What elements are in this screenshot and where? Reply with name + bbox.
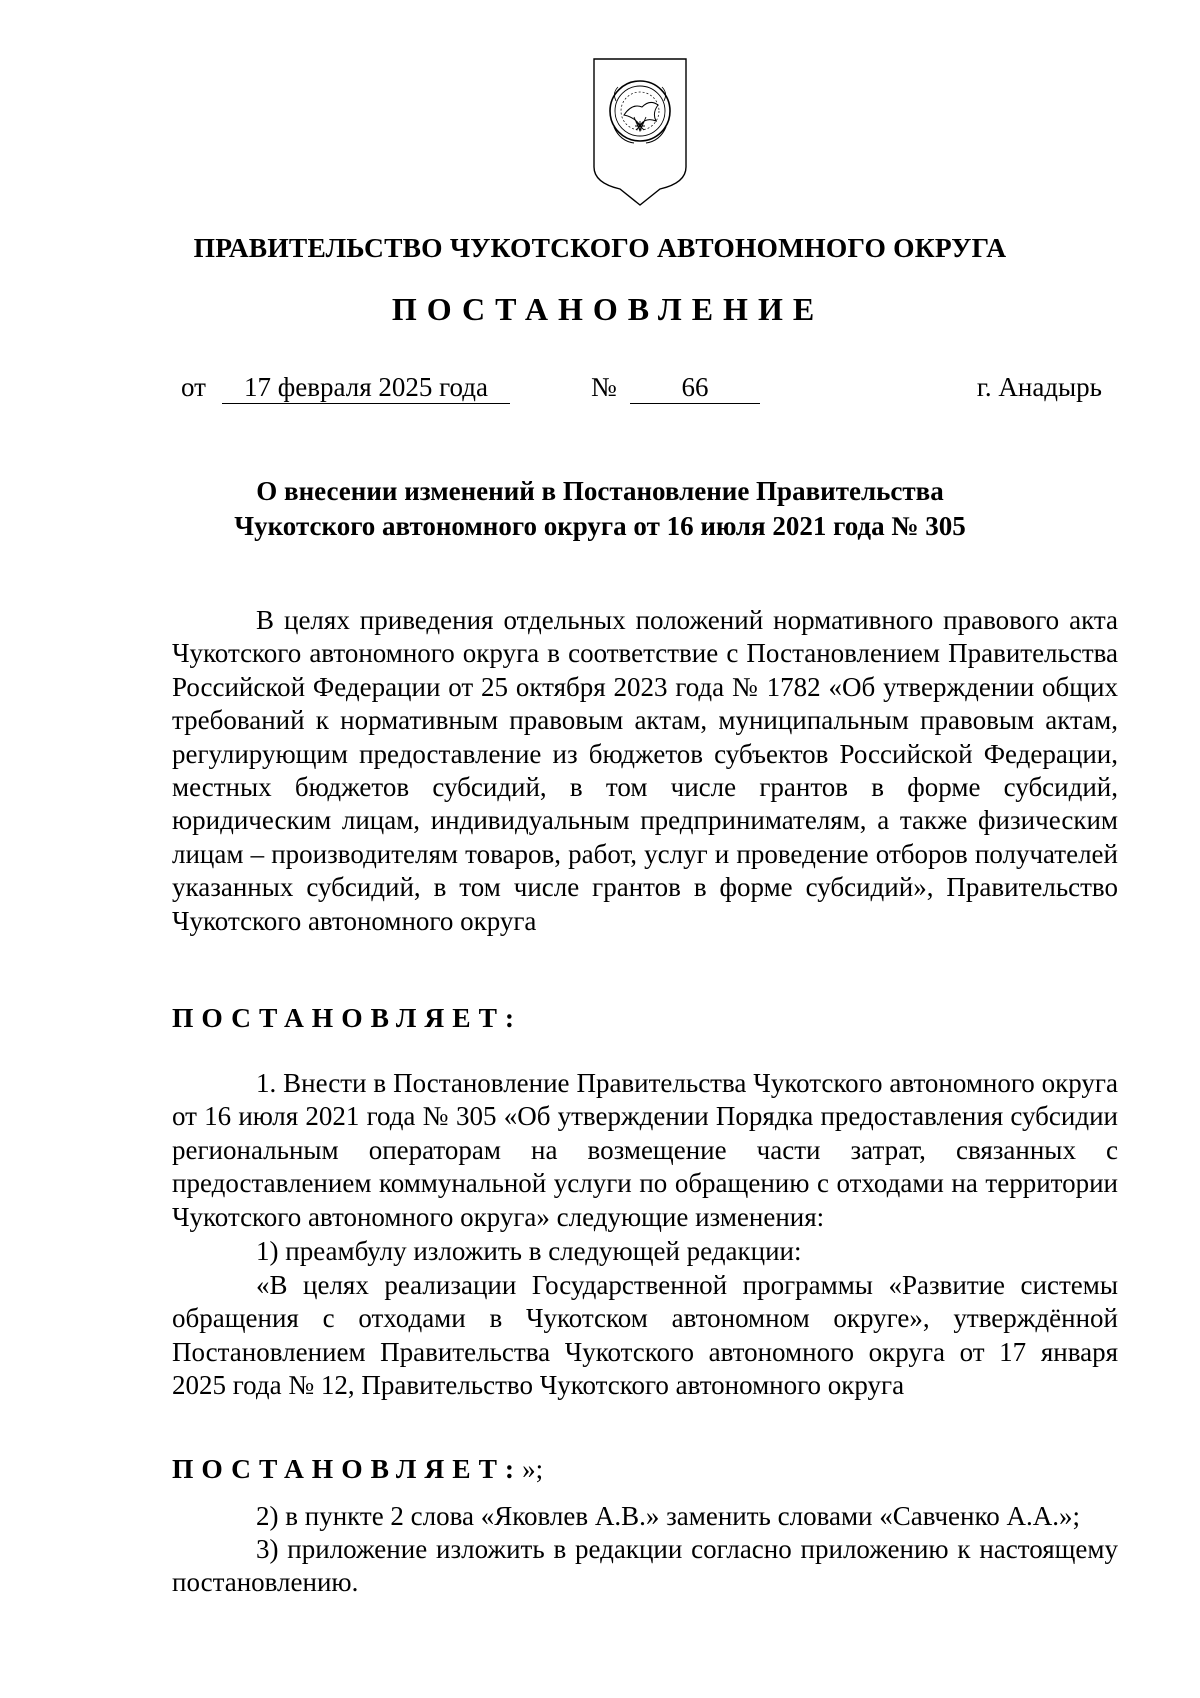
date-prefix: от: [181, 372, 206, 402]
coat-of-arms-emblem: [590, 55, 690, 207]
document-number: 66: [630, 372, 760, 404]
quoted-resolve-label: ПОСТАНОВЛЯЕТ:: [172, 1453, 523, 1484]
government-name: ПРАВИТЕЛЬСТВО ЧУКОТСКОГО АВТОНОМНОГО ОКРУГА: [193, 232, 1007, 263]
quoted-preamble-paragraph: «В целях реализации Государственной программы «Развитие системы обращения с отходами в Чукотском автономном округе», утверждённой Постановлением Правительства Чукотского автономного округа от 17 января 2025 года № 12, Правительство Чукотского автономного округа: [172, 1270, 1118, 1401]
point-1-paragraph: 1. Внести в Постановление Правительства Чукотского автономного округа от 16 июля 2021 года № 305 «Об утверждении Порядка предоставления субсидии региональным операторам на возмещение части затрат, связанных с предоставлением коммунальной услуги по обращению с отходами на территории Чукотского автономного округа» следующие изменения:: [172, 1068, 1118, 1232]
quoted-resolve-heading: [172, 1453, 543, 1485]
document-title: [150, 474, 1050, 544]
subitem-2: 2) в пункте 2 слова «Яковлев А.В.» заменить словами «Савченко А.А.»;: [256, 1501, 1080, 1531]
title-line-1: О внесении изменений в Постановление Правительства: [256, 476, 944, 506]
document-type: ПОСТАНОВЛЕНИЕ: [391, 291, 825, 327]
subitem-1: 1) преамбулу изложить в следующей редакции:: [256, 1236, 802, 1266]
document-city: г. Анадырь: [976, 372, 1102, 402]
preamble-paragraph: В целях приведения отдельных положений нормативного правового акта Чукотского автономного округа в соответствие с Постановлением Правительства Российской Федерации от 25 октября 2023 года № 1782 «Об утверждении общих требований к нормативным правовым актам, муниципальным правовым актам, регулирующим предоставление из бюджетов субъектов Российской Федерации, местных бюджетов субсидий, в том числе грантов в форме субсидий, юридическим лицам, индивидуальным предпринимателям, а также физическим лицам – производителям товаров, работ, услуг и проведение отборов получателей указанных субсидий, в том числе грантов в форме субсидий», Правительство Чукотского автономного округа: [172, 605, 1118, 936]
title-line-2: Чукотского автономного округа от 16 июля 2021 года № 305: [234, 511, 966, 541]
document-date: 17 февраля 2025 года: [222, 372, 510, 404]
document-meta-row: [0, 372, 1200, 408]
quoted-resolve-suffix: »;: [522, 1454, 544, 1484]
number-sign: №: [591, 372, 617, 402]
subitem-3: 3) приложение изложить в редакции согласно приложению к настоящему постановлению.: [172, 1534, 1118, 1598]
resolve-heading: ПОСТАНОВЛЯЕТ:: [172, 1002, 523, 1033]
